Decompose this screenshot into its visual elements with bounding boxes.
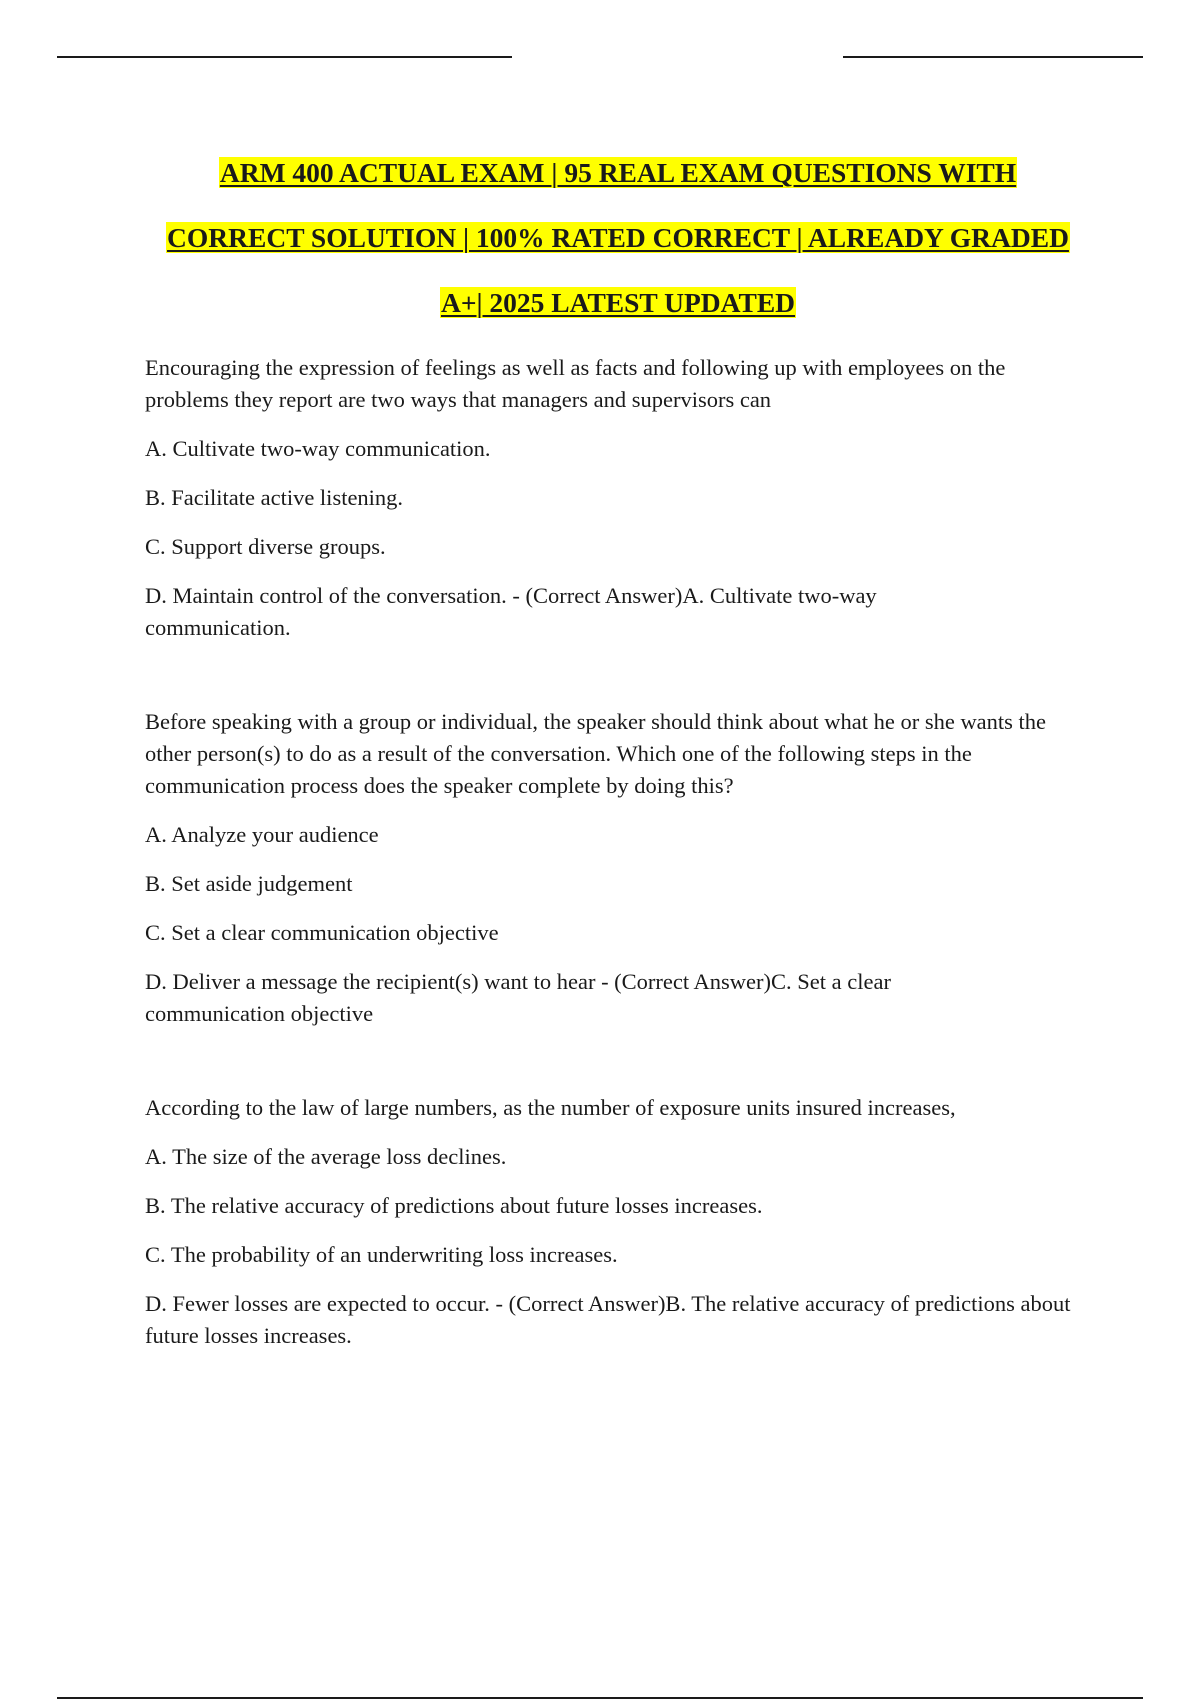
header-rule-left xyxy=(57,56,512,58)
title-line-1: ARM 400 ACTUAL EXAM | 95 REAL EXAM QUESTIONS WITH xyxy=(219,157,1017,188)
option-b: B. The relative accuracy of predictions about future losses increases. xyxy=(145,1193,763,1218)
title-line-3: A+| 2025 LATEST UPDATED xyxy=(440,287,796,318)
question-text: Encouraging the expression of feelings as well as facts and following up with employees on the problems they report are two ways that managers and supervisors can xyxy=(145,355,1006,412)
option-d-with-answer: D. Fewer losses are expected to occur. - (Correct Answer)B. The relative accuracy of predictions about future losses increases. xyxy=(145,1291,1071,1348)
option-d-with-answer: D. Maintain control of the conversation. - (Correct Answer)A. Cultivate two-way communication. xyxy=(145,583,877,640)
option-a: A. Analyze your audience xyxy=(145,822,379,847)
title-line-2: CORRECT SOLUTION | 100% RATED CORRECT | ALREADY GRADED xyxy=(167,222,1069,253)
option-c: C. The probability of an underwriting loss increases. xyxy=(145,1242,618,1267)
footer-rule xyxy=(57,1697,1143,1699)
option-c: C. Support diverse groups. xyxy=(145,534,386,559)
option-b: B. Set aside judgement xyxy=(145,871,353,896)
question-block-2 xyxy=(145,706,1085,1030)
question-text: Before speaking with a group or individual, the speaker should think about what he or she wants the other person(s) to do as a result of the conversation. Which one of the following steps in the communication process does the speaker complete by doing this? xyxy=(145,709,1047,798)
document-body xyxy=(145,352,1085,1414)
header-rule-right xyxy=(843,56,1143,58)
option-a: A. Cultivate two-way communication. xyxy=(145,436,491,461)
document-title xyxy=(120,140,1116,335)
option-b: B. Facilitate active listening. xyxy=(145,485,404,510)
question-block-3 xyxy=(145,1092,1085,1352)
option-c: C. Set a clear communication objective xyxy=(145,920,499,945)
option-d-with-answer: D. Deliver a message the recipient(s) want to hear - (Correct Answer)C. Set a clear communication objective xyxy=(145,969,891,1026)
option-a: A. The size of the average loss declines. xyxy=(145,1144,507,1169)
question-block-1 xyxy=(145,352,1085,644)
question-text: According to the law of large numbers, as the number of exposure units insured increases, xyxy=(145,1095,956,1120)
